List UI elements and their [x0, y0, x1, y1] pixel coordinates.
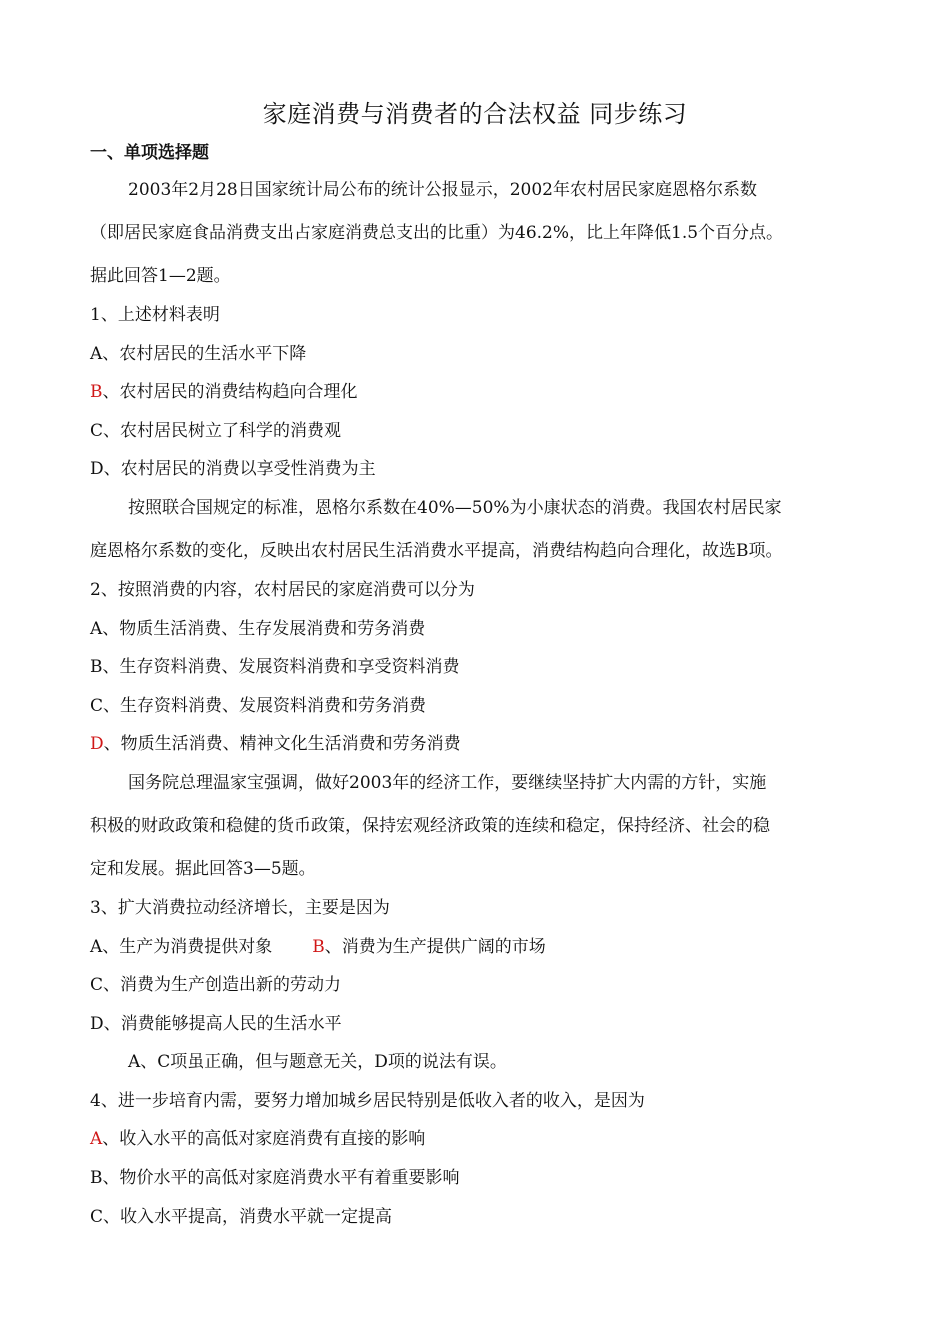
material-1-line-1: 2003年2月28日国家统计局公布的统计公报显示，2002年农村居民家庭恩格尔系数 — [128, 180, 757, 200]
q4-option-a — [90, 1124, 890, 1154]
q1-option-d — [90, 454, 890, 484]
option-text: 、收入水平提高，消费水平就一定提高 — [103, 1207, 393, 1227]
option-letter: B — [90, 657, 103, 677]
material-2-line-3: 定和发展。据此回答3—5题。 — [90, 859, 316, 879]
q3-option-row-ab — [90, 932, 890, 962]
q2-option-c — [90, 691, 890, 721]
material-1-line-3: 据此回答1—2题。 — [90, 266, 231, 286]
option-letter: A — [90, 619, 103, 639]
material-1-line-2: （即居民家庭食品消费支出占家庭消费总支出的比重）为46.2%，比上年降低1.5个百分点。 — [90, 223, 784, 243]
option-text: 、收入水平的高低对家庭消费有直接的影响 — [102, 1129, 426, 1149]
section-heading: 一、单项选择题 — [90, 143, 209, 163]
option-text: 、消费为生产提供广阔的市场 — [324, 937, 546, 957]
q3-option-d — [90, 1009, 890, 1039]
q4-option-b — [90, 1163, 890, 1193]
option-letter: B — [90, 1168, 103, 1188]
q3-option-c — [90, 970, 890, 1000]
option-letter: C — [90, 1207, 104, 1227]
material-2-line-2: 积极的财政政策和稳健的货币政策，保持宏观经济政策的连续和稳定，保持经济、社会的稳 — [90, 816, 770, 836]
option-letter: D — [90, 1014, 104, 1034]
q4-option-c — [90, 1202, 890, 1232]
option-text: 、物质生活消费、生存发展消费和劳务消费 — [102, 619, 426, 639]
answer-letter: B — [312, 937, 325, 957]
option-text: 、生产为消费提供对象 — [102, 937, 273, 957]
answer-letter: A — [90, 1129, 103, 1149]
option-letter: C — [90, 421, 104, 441]
q2-option-b — [90, 652, 890, 682]
option-text: 、消费为生产创造出新的劳动力 — [103, 975, 342, 995]
option-text: 、农村居民的生活水平下降 — [102, 344, 307, 364]
q3-explanation: A、C项虽正确，但与题意无关，D项的说法有误。 — [128, 1052, 507, 1072]
material-2-line-1: 国务院总理温家宝强调，做好2003年的经济工作，要继续坚持扩大内需的方针，实施 — [128, 773, 767, 793]
answer-letter: B — [90, 382, 103, 402]
page-title: 家庭消费与消费者的合法权益 同步练习 — [262, 100, 688, 128]
option-letter: A — [90, 937, 103, 957]
option-letter: C — [90, 975, 104, 995]
q1-explanation-line-2: 庭恩格尔系数的变化，反映出农村居民生活消费水平提高，消费结构趋向合理化，故选B项。 — [90, 541, 783, 561]
q1-option-c — [90, 416, 890, 446]
option-text: 、生存资料消费、发展资料消费和劳务消费 — [103, 696, 427, 716]
option-text: 、物质生活消费、精神文化生活消费和劳务消费 — [103, 734, 461, 754]
option-text: 、物价水平的高低对家庭消费水平有着重要影响 — [102, 1168, 460, 1188]
option-text: 、农村居民的消费以享受性消费为主 — [103, 459, 376, 479]
q3-stem: 3、扩大消费拉动经济增长，主要是因为 — [90, 898, 390, 918]
option-text: 、农村居民的消费结构趋向合理化 — [102, 382, 358, 402]
option-letter: A — [90, 344, 103, 364]
option-letter: D — [90, 459, 104, 479]
q2-option-d — [90, 729, 890, 759]
q1-stem: 1、上述材料表明 — [90, 305, 220, 325]
q2-option-a — [90, 614, 890, 644]
q2-stem: 2、按照消费的内容，农村居民的家庭消费可以分为 — [90, 580, 475, 600]
q1-option-a — [90, 339, 890, 369]
q1-option-b — [90, 377, 890, 407]
option-text: 、生存资料消费、发展资料消费和享受资料消费 — [102, 657, 460, 677]
q4-stem: 4、进一步培育内需，要努力增加城乡居民特别是低收入者的收入，是因为 — [90, 1091, 645, 1111]
q1-explanation-line-1: 按照联合国规定的标准，恩格尔系数在40%—50%为小康状态的消费。我国农村居民家 — [128, 498, 782, 518]
option-text: 、消费能够提高人民的生活水平 — [103, 1014, 342, 1034]
answer-letter: D — [90, 734, 104, 754]
option-letter: C — [90, 696, 104, 716]
option-text: 、农村居民树立了科学的消费观 — [103, 421, 342, 441]
